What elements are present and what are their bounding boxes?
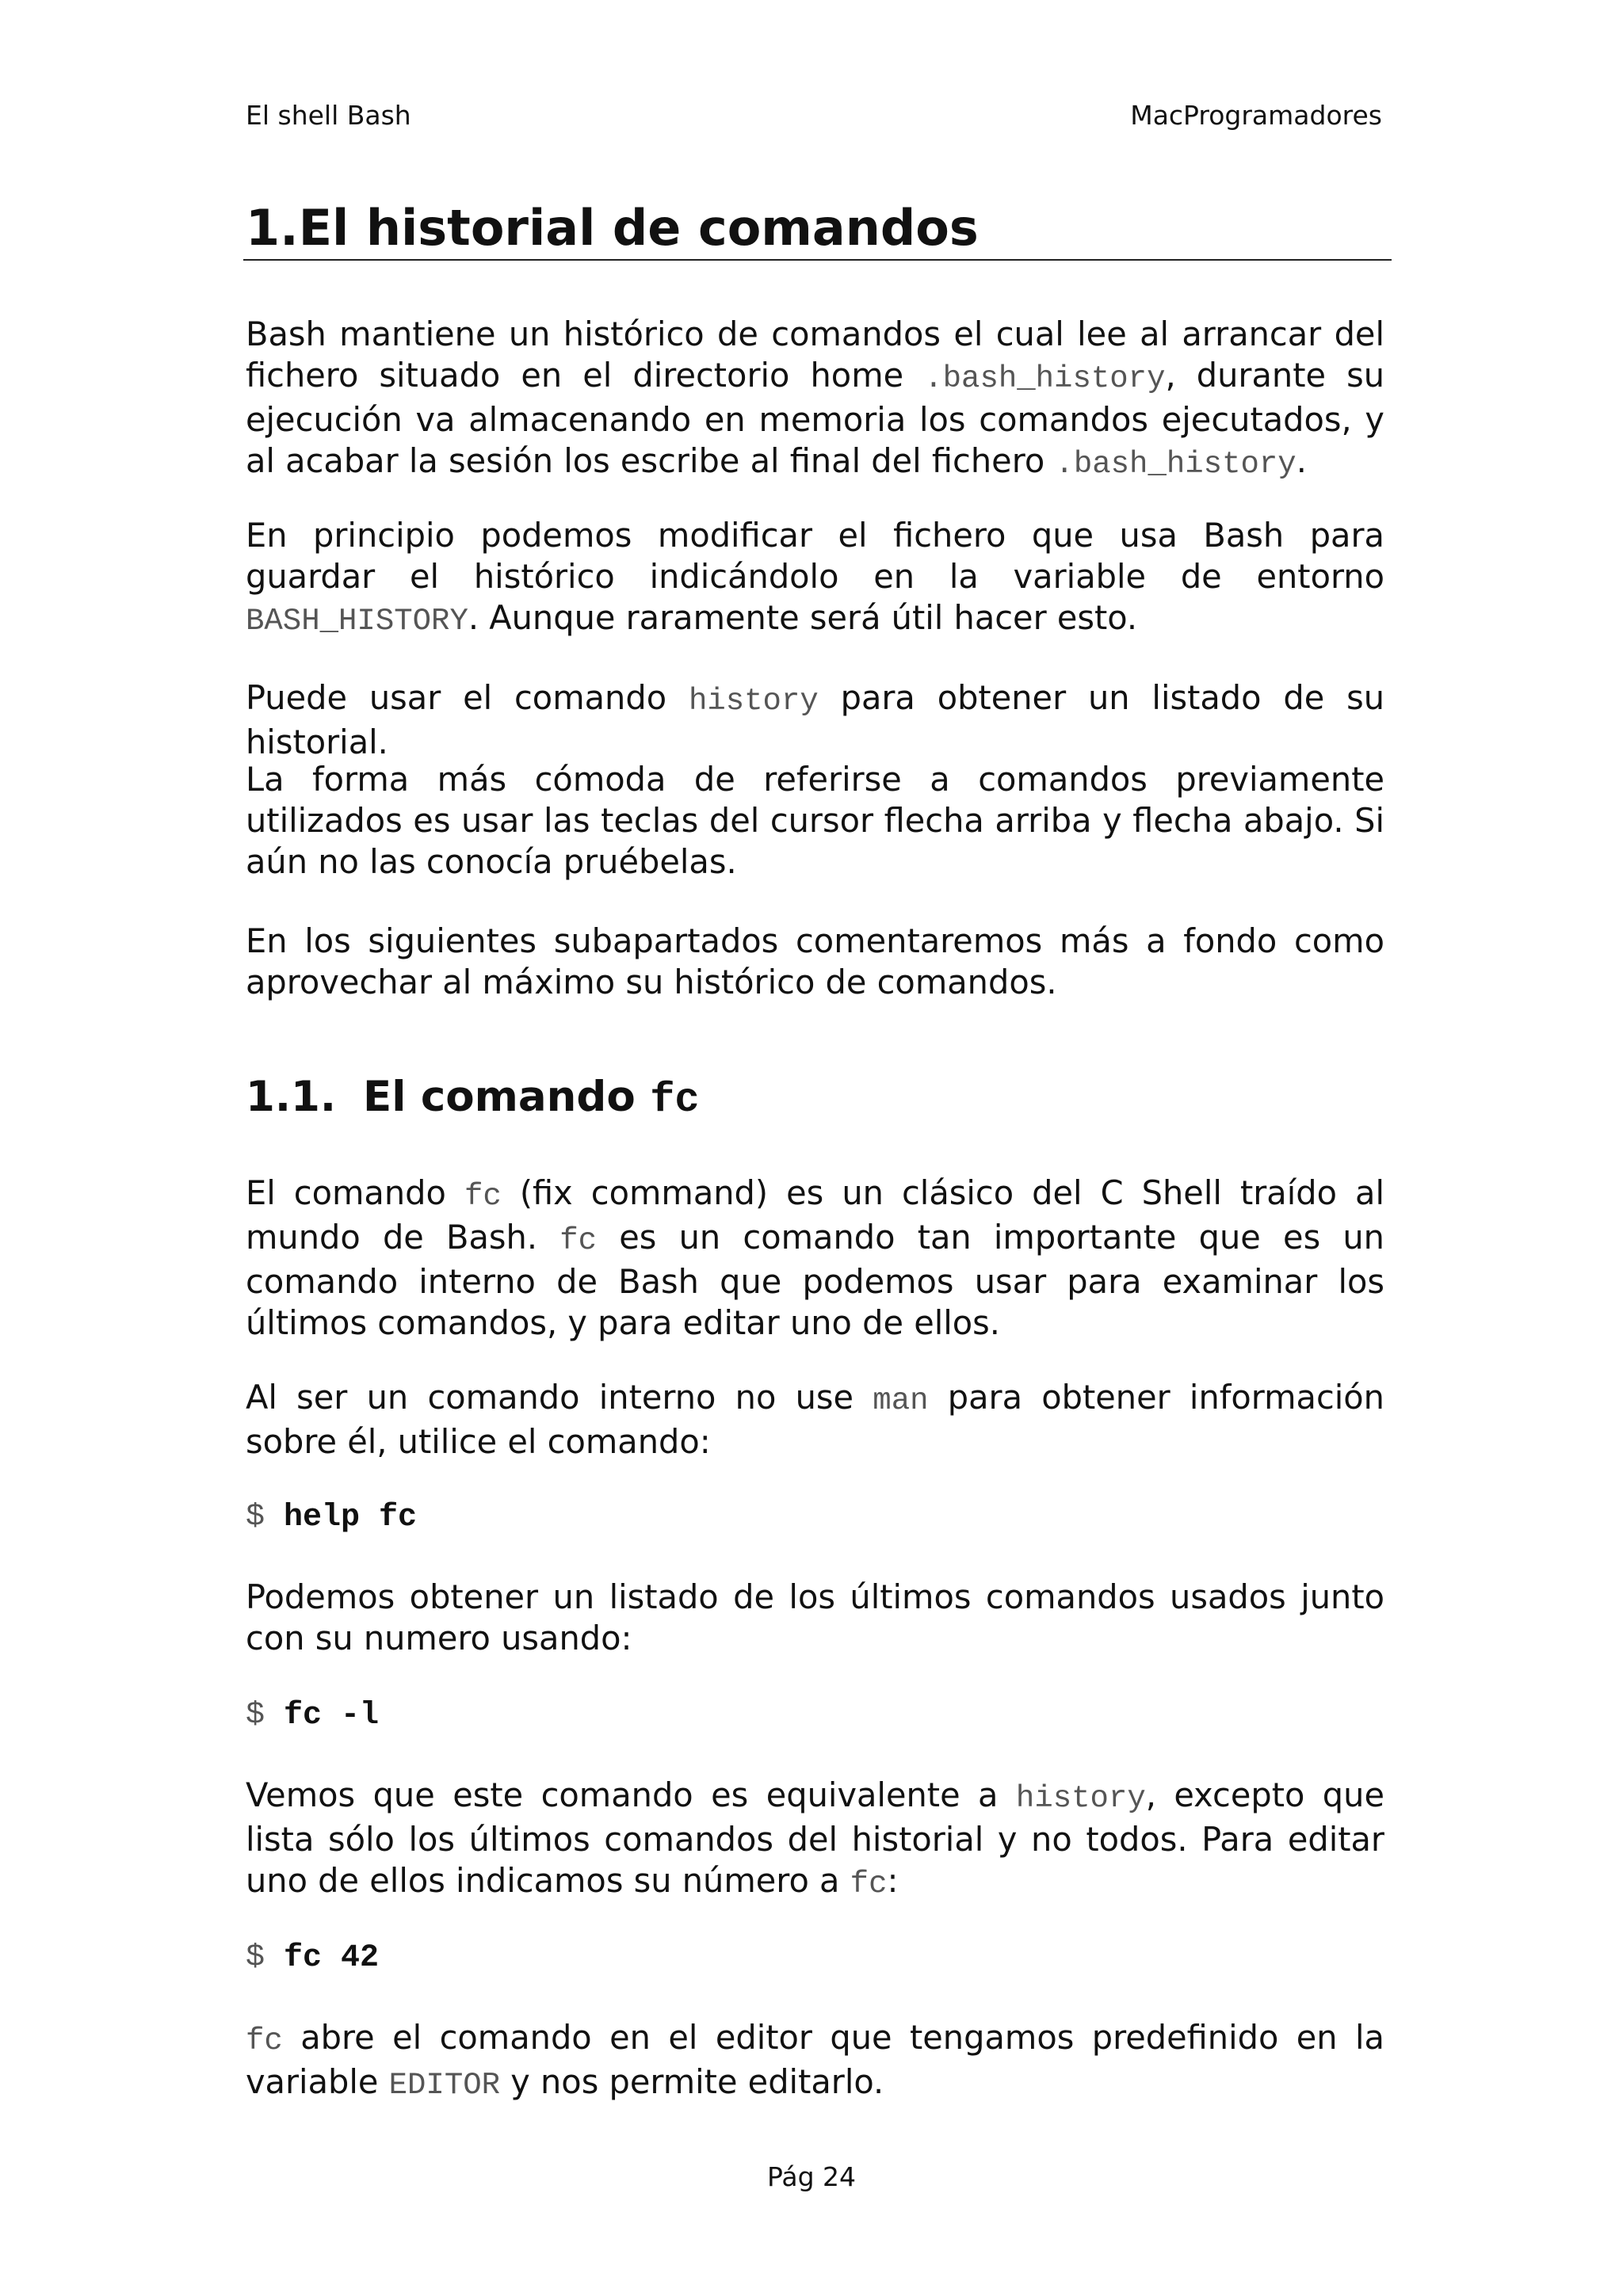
paragraph-text: para obtener un listado de su historial. — [246, 678, 1384, 761]
section-heading-fc — [246, 1070, 700, 1128]
paragraph-text: Al ser un comando interno no use — [246, 1378, 873, 1417]
section-title: El comando — [363, 1073, 636, 1121]
paragraph-text: La forma más cómoda de referirse a comandos previamente utilizados es usar las teclas del cursor flecha arriba y flecha abajo. Si aún no las conocía pruébelas. — [246, 760, 1384, 881]
paragraph-cursor-keys — [246, 759, 1384, 883]
inline-code: BASH_HISTORY — [246, 604, 468, 639]
paragraph-text: : — [887, 1861, 899, 1900]
paragraph-text: Bash mantiene un histórico de comandos el cual lee al arrancar del fichero situado en el directorio home — [246, 315, 1384, 395]
shell-prompt: $ — [246, 1940, 265, 1976]
shell-command: fc 42 — [284, 1940, 380, 1976]
inline-code: .bash_history — [1055, 447, 1296, 482]
paragraph-text: El comando — [246, 1173, 464, 1212]
paragraph-history-command — [246, 677, 1384, 763]
chapter-number: 1. — [246, 199, 299, 257]
paragraph-text: . — [1296, 441, 1307, 480]
paragraph-text: (fix command) es un clásico del C Shell traído al mundo de Bash. — [246, 1173, 1384, 1257]
paragraph-text: para obtener información sobre él, utilice el comando: — [246, 1378, 1384, 1461]
paragraph-fc-list — [246, 1577, 1384, 1659]
header-book-title: El shell Bash — [246, 100, 411, 131]
shell-prompt: $ — [246, 1698, 265, 1733]
shell-prompt: $ — [246, 1500, 265, 1535]
section-title-code: fc — [650, 1077, 700, 1123]
paragraph-fc-vs-history — [246, 1775, 1384, 1905]
paragraph-text: . Aunque raramente será útil hacer esto. — [468, 598, 1138, 637]
shell-command: help fc — [284, 1500, 418, 1535]
inline-code: fc — [246, 2023, 283, 2058]
inline-code: fc — [850, 1867, 888, 1901]
paragraph-fc-intro — [246, 1173, 1384, 1344]
paragraph-text: En los siguientes subapartados comentaremos más a fondo como aprovechar al máximo su histórico de comandos. — [246, 921, 1384, 1001]
paragraph-text: es un comando tan importante que es un comando interno de Bash que podemos usar para examinar los últimos comandos, y para editar uno de ellos. — [246, 1218, 1384, 1342]
inline-code: man — [873, 1383, 929, 1418]
paragraph-text: Podemos obtener un listado de los últimos comandos usados junto con su numero usando: — [246, 1577, 1384, 1657]
paragraph-fc-editor — [246, 2017, 1384, 2106]
command-example-fc-42 — [246, 1938, 379, 1979]
paragraph-text: y nos permite editarlo. — [500, 2062, 884, 2101]
inline-code: .bash_history — [924, 361, 1166, 396]
paragraph-text: Puede usar el comando — [246, 678, 689, 717]
paragraph-text: Vemos que este comando es equivalente a — [246, 1775, 1016, 1814]
inline-code: fc — [559, 1223, 598, 1258]
header-publisher: MacProgramadores — [1130, 100, 1382, 131]
paragraph-text: abre el comando en el editor que tengamos predefinido en la variable — [246, 2018, 1384, 2101]
inline-code: EDITOR — [388, 2068, 501, 2103]
paragraph-bash-history-intro — [246, 314, 1384, 485]
paragraph-text: , durante su ejecución va almacenando en memoria los comandos ejecutados, y al acabar la sesión los escribe al final del fichero — [246, 356, 1384, 480]
paragraph-help-fc — [246, 1377, 1384, 1463]
paragraph-subsections — [246, 921, 1384, 1003]
running-header — [246, 100, 1382, 135]
paragraph-text: , excepto que lista sólo los últimos comandos del historial y no todos. Para editar uno de ellos indicamos su número a — [246, 1775, 1384, 1900]
shell-command: fc -l — [284, 1698, 380, 1733]
page-number: Pág 24 — [766, 2161, 857, 2192]
heading-rule — [243, 259, 1392, 261]
section-number: 1.1. — [246, 1073, 337, 1121]
chapter-title: El historial de comandos — [298, 199, 979, 257]
chapter-heading — [246, 196, 1382, 260]
inline-code: history — [688, 684, 819, 719]
command-example-fc-l — [246, 1695, 379, 1737]
inline-code: fc — [464, 1179, 502, 1214]
inline-code: history — [1015, 1781, 1146, 1816]
command-example-help-fc — [246, 1497, 417, 1539]
paragraph-bash-history-variable — [246, 515, 1384, 642]
paragraph-text: En principio podemos modificar el fichero que usa Bash para guardar el histórico indicándolo en la variable de entorno — [246, 516, 1384, 596]
